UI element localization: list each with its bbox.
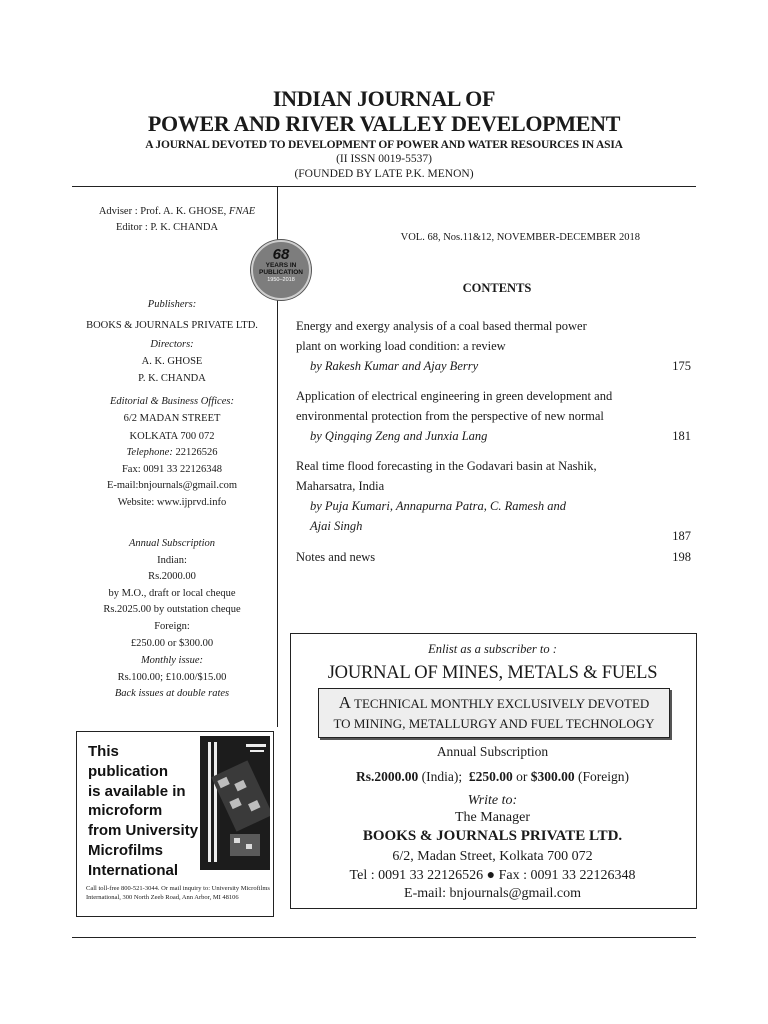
india-label: (India); — [421, 769, 463, 784]
fax: Fax: 0091 33 22126348 — [121, 464, 223, 475]
bullet-icon: ● — [486, 868, 496, 883]
microfilm-image — [200, 736, 270, 870]
article-title: plant on working load condition: a review — [296, 339, 506, 353]
top-rule — [72, 186, 696, 187]
write-to: Write to: — [467, 793, 518, 808]
volume-info: VOL. 68, Nos.11&12, NOVEMBER-DECEMBER 2018 — [400, 232, 640, 243]
article-entry[interactable] — [296, 316, 691, 376]
subscription-prices — [290, 769, 695, 785]
office-street: 6/2 MADAN STREET — [123, 413, 221, 424]
article-row — [296, 547, 691, 567]
page-number: 198 — [672, 550, 691, 564]
telephone: Tel : 0091 33 22126526 — [349, 868, 484, 883]
magazine-title: JOURNAL OF MINES, METALS & FUELS — [327, 663, 658, 683]
telephone — [72, 444, 272, 461]
badge-number: 68 — [272, 246, 290, 263]
adviser — [72, 206, 282, 217]
issn: (II ISSN 0019-5537) — [336, 153, 432, 165]
website: Website: www.ijprvd.info — [117, 497, 227, 508]
foreign-price: £250.00 or $300.00 — [130, 638, 214, 649]
editor: Editor : P. K. CHANDA — [115, 222, 219, 233]
telephone-label: Telephone: — [126, 447, 173, 458]
publishers-label: Publishers: — [147, 299, 197, 310]
adviser-text: Adviser : Prof. A. K. GHOSE, — [98, 206, 227, 217]
badge-range: 1950–2018 — [267, 277, 295, 283]
author-line: by Puja Kumari, Annapurna Patra, C. Ramesh and — [310, 499, 567, 513]
microform-text — [88, 742, 208, 881]
monthly-price: Rs.100.00; £10.00/$15.00 — [117, 672, 227, 683]
director-1: A. K. GHOSE — [141, 356, 203, 367]
bottom-rule — [72, 937, 696, 938]
subscription-label: Annual Subscription — [128, 538, 216, 549]
director-2: P. K. CHANDA — [138, 373, 206, 384]
telephone-number: 22126526 — [175, 447, 218, 458]
microform-contact: Call toll-free 800-521-3044. Or mail inquiry to: University Microfilms International, 300 North Zeeb Road, Ann Arbor, MI 48106 — [86, 885, 270, 901]
contents-heading: CONTENTS — [462, 281, 532, 295]
indian-mode-1: by M.O., draft or local cheque — [108, 588, 236, 599]
description-initial: A — [338, 693, 351, 712]
article-entry[interactable] — [296, 386, 691, 446]
journal-subtitle: A JOURNAL DEVOTED TO DEVELOPMENT OF POWER AND WATER RESOURCES IN ASIA — [145, 139, 623, 151]
company-name: BOOKS & JOURNALS PRIVATE LTD. — [362, 828, 623, 844]
author-line: by Rakesh Kumar and Ajay Berry — [310, 359, 479, 373]
indian-mode-2: Rs.2025.00 by outstation cheque — [103, 604, 241, 615]
article-title: Application of electrical engineering in green development and — [296, 389, 613, 403]
microform-line: microform — [88, 802, 163, 820]
fax: Fax : 0091 33 22126348 — [498, 868, 636, 883]
adviser-suffix: FNAE — [228, 206, 256, 217]
article-entry[interactable] — [296, 456, 691, 543]
manager: The Manager — [454, 810, 531, 825]
foreign-label: Foreign: — [154, 621, 190, 632]
microform-line: publication — [88, 762, 168, 780]
offices-label: Editorial & Business Offices: — [110, 396, 234, 407]
description-rest: TECHNICAL MONTHLY EXCLUSIVELY DEVOTED — [354, 696, 650, 711]
article-title: Real time flood forecasting in the Godavari basin at Nashik, — [296, 459, 597, 473]
price-usd: $300.00 — [530, 769, 575, 784]
description-line-2: TO MINING, METALLURGY AND FUEL TECHNOLOGY — [333, 716, 655, 731]
page-number: 175 — [672, 359, 691, 373]
directors-label: Directors: — [150, 339, 194, 350]
article-authors — [296, 516, 691, 543]
article-title: Maharsatra, India — [296, 479, 385, 493]
article-authors — [296, 356, 691, 376]
company-email: E-mail: bnjournals@gmail.com — [404, 886, 581, 901]
office-city: KOLKATA 700 072 — [129, 431, 215, 442]
tel-fax — [290, 868, 695, 884]
page-number: 187 — [672, 529, 691, 543]
monthly-label: Monthly issue: — [140, 655, 204, 666]
foreign-label: (Foreign) — [578, 769, 629, 784]
article-title: environmental protection from the perspective of new normal — [296, 409, 604, 423]
email: E-mail:bnjournals@gmail.com — [106, 480, 238, 491]
or-text: or — [516, 769, 528, 784]
indian-price: Rs.2000.00 — [148, 571, 196, 582]
microform-line: This — [88, 743, 119, 760]
price-india: Rs.2000.00 — [356, 769, 419, 784]
description-line-1 — [318, 693, 670, 713]
article-title: Notes and news — [296, 550, 376, 564]
microform-line: from University — [88, 822, 199, 840]
journal-title-line2: POWER AND RIVER VALLEY DEVELOPMENT — [147, 111, 621, 136]
company-address: 6/2, Madan Street, Kolkata 700 072 — [392, 849, 593, 864]
badge-line1: YEARS IN — [265, 262, 297, 269]
author-line: by Qingqing Zeng and Junxia Lang — [310, 429, 488, 443]
author-line: Ajai Singh — [310, 519, 363, 533]
enlist-text: Enlist as a subscriber to : — [428, 642, 557, 656]
price-gbp: £250.00 — [468, 769, 513, 784]
publisher-name: BOOKS & JOURNALS PRIVATE LTD. — [86, 320, 258, 331]
founded-note: (FOUNDED BY LATE P.K. MENON) — [294, 168, 474, 180]
annual-subscription-label: Annual Subscription — [436, 744, 549, 759]
microform-line: is available in — [88, 782, 186, 800]
article-title: Energy and exergy analysis of a coal based thermal power — [296, 319, 587, 333]
badge-line2: PUBLICATION — [259, 269, 303, 276]
indian-label: Indian: — [157, 555, 187, 566]
microform-line: Microfilms — [88, 841, 164, 859]
microform-line: International — [88, 861, 179, 879]
article-authors — [296, 426, 691, 446]
back-issues-note: Back issues at double rates — [114, 688, 230, 699]
page-number: 181 — [672, 429, 691, 443]
journal-title-line1: INDIAN JOURNAL OF — [272, 86, 496, 111]
article-entry[interactable] — [296, 547, 691, 567]
